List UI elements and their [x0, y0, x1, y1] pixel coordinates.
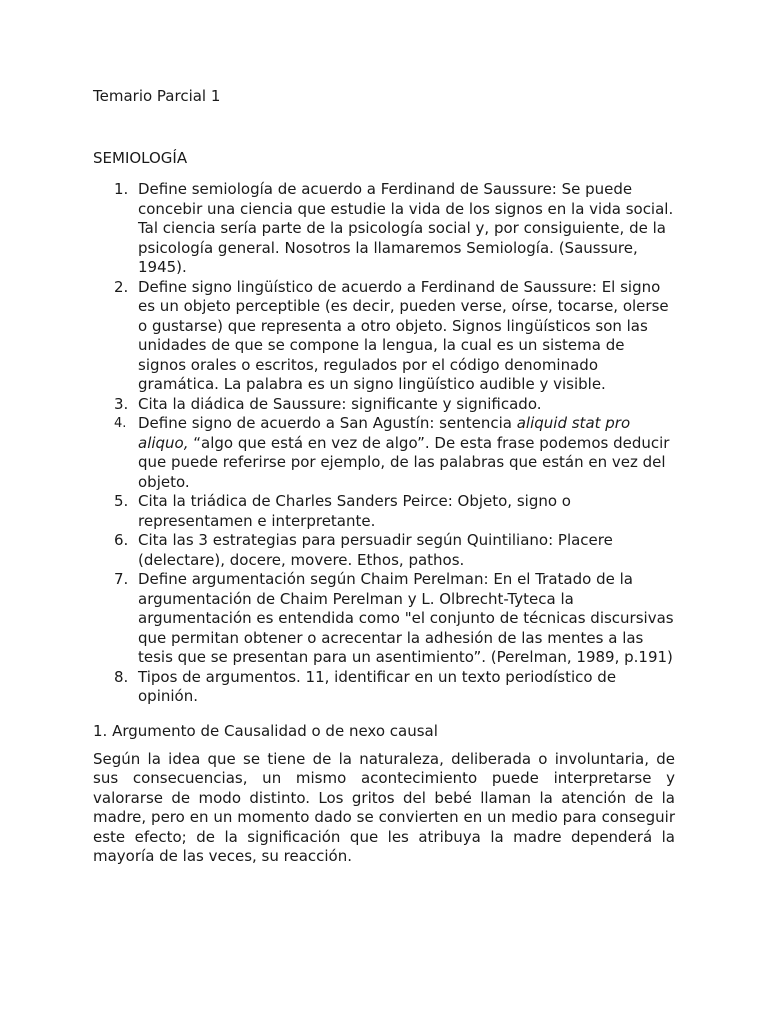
list-item-text: Define semiología de acuerdo a Ferdinand de Saussure: Se puede concebir una ciencia que estudie la vida de los signos en la vida social. Tal ciencia sería parte de la psicología social y, por consiguiente, de la psicología general. Nosotros la llamaremos Semiología. (Saussure, 1945). — [138, 180, 674, 276]
list-item-text-end: “algo que está en vez de algo”. De esta frase podemos deducir que puede referirse por ejemplo, de las palabras que están en vez del objeto. — [138, 433, 670, 491]
list-item — [114, 570, 675, 668]
list-item-text: Tipos de argumentos. 11, identificar en un texto periodístico de opinión. — [138, 667, 617, 705]
list-item-text: Define signo lingüístico de acuerdo a Ferdinand de Saussure: El signo es un objeto perceptible (es decir, pueden verse, oírse, tocarse, olerse o gustarse) que representa a otro objeto. Signos lingüísticos son las unidades de que se compone la lengua, la cual es un sistema de signos orales o escritos, regulados por el código denominado gramática. La palabra es un signo lingüístico audible y visible. — [138, 277, 669, 393]
list-item-number: 2. — [114, 277, 129, 296]
document-title: Temario Parcial 1 — [93, 87, 221, 105]
list-item-number: 7. — [114, 570, 129, 588]
list-item-number: 8. — [114, 667, 129, 686]
list-item-number: 5. — [114, 492, 129, 510]
latin-phrase: aliquid stat pro aliquo, — [138, 414, 631, 452]
list-item-number: 4. — [114, 416, 127, 431]
list-item-text: Cita las 3 estrategias para persuadir según Quintiliano: Placere (delectare), docere, movere. Ethos, pathos. — [138, 531, 613, 569]
list-item — [114, 180, 675, 278]
list-item-text: Define argumentación según Chaim Perelman: En el Tratado de la argumentación de Chaim Perelman y L. Olbrecht-Tyteca la argumentación es entendida como "el conjunto de técnicas discursivas que permitan obtener o acrecentar la adhesión de las mentes a las tesis que se presentan para un asentimiento”. (Perelman, 1989, p.191) — [138, 570, 674, 666]
list-item — [114, 414, 675, 492]
question-list — [93, 180, 675, 707]
list-item-text: Cita la triádica de Charles Sanders Peirce: Objeto, signo o representamen e interpretante. — [138, 492, 571, 530]
argument-subheading: 1. Argumento de Causalidad o de nexo causal — [93, 721, 438, 740]
body-paragraph: Según la idea que se tiene de la naturaleza, deliberada o involuntaria, de sus consecuencias, un mismo acontecimiento puede interpretarse y valorarse de modo distinto. Los gritos del bebé llaman la atención de la madre, pero en un momento dado se convierten en un medio para conseguir este efecto; de la significación que les atribuya la madre dependerá la mayoría de las veces, su reacción. — [93, 749, 675, 866]
list-item — [114, 277, 675, 395]
list-item-number: 6. — [114, 531, 129, 549]
list-item-number: 3. — [114, 394, 129, 413]
list-item — [114, 394, 675, 415]
list-item-text-start: Define signo de acuerdo a San Agustín: sentencia — [138, 414, 517, 432]
list-item — [114, 667, 675, 707]
document-page — [93, 86, 675, 867]
list-item-number: 1. — [114, 180, 129, 198]
list-item — [114, 492, 675, 531]
section-heading: SEMIOLOGÍA — [93, 149, 188, 167]
list-item — [114, 531, 675, 570]
list-item-text: Cita la diádica de Saussure: significante y significado. — [138, 394, 542, 413]
